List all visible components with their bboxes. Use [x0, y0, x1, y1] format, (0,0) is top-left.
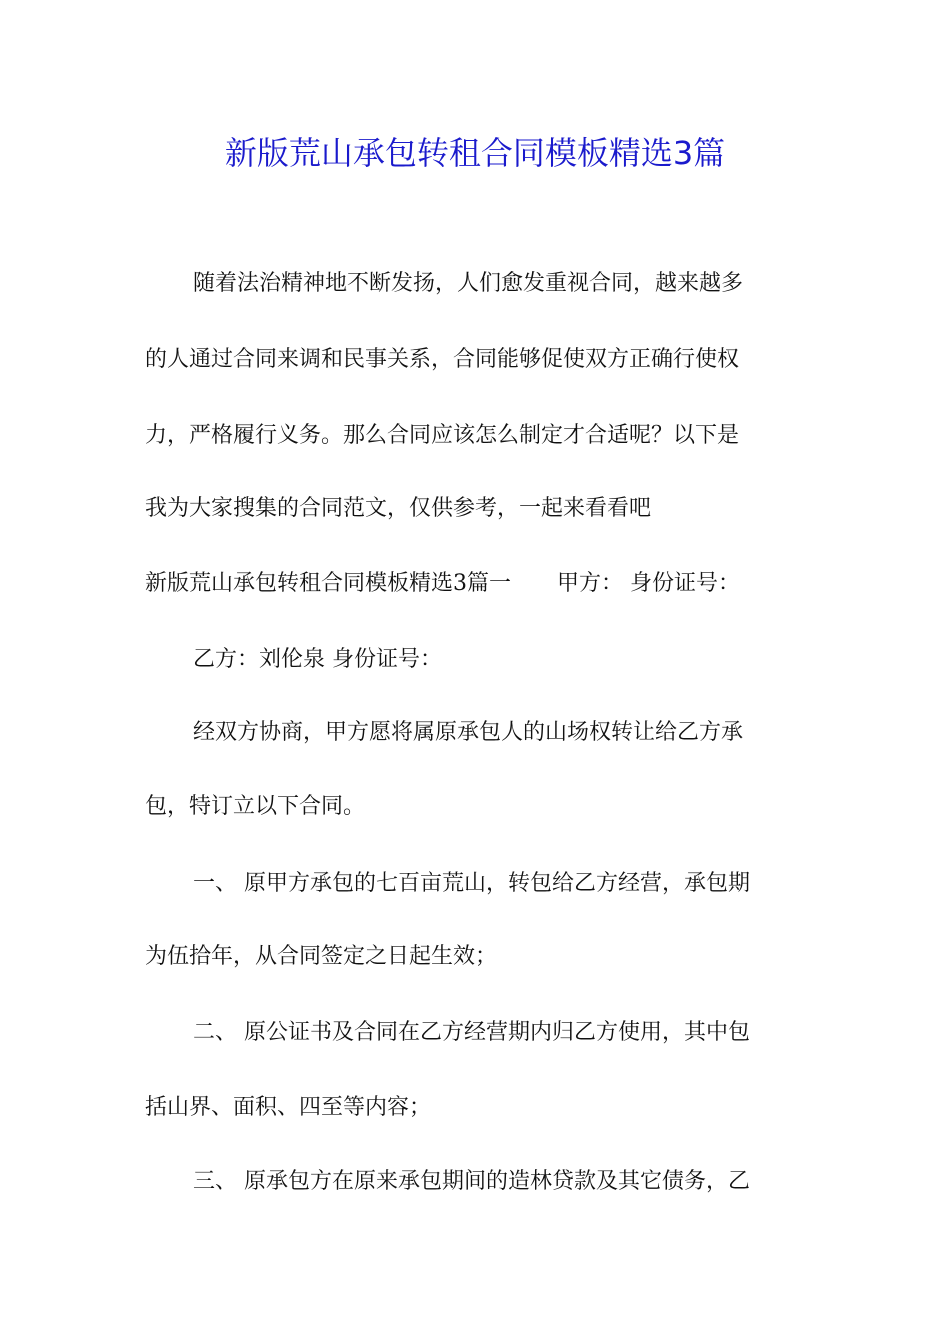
intro-line-4: 我为大家搜集的合同范文，仅供参考，一起来看看吧: [145, 496, 652, 521]
document-title: 新版荒山承包转租合同模板精选3篇: [224, 134, 726, 172]
party-a-line: 甲方： 身份证号：: [557, 571, 740, 596]
party-b-line: 乙方：刘伦泉 身份证号：: [193, 647, 442, 672]
clause-line-1: 经双方协商，甲方愿将属原承包人的山场权转让给乙方承: [193, 720, 744, 745]
intro-line-1: 随着法治精神地不断发扬，人们愈发重视合同，越来越多: [193, 271, 744, 296]
clause-line-5: 二、 原公证书及合同在乙方经营期内归乙方使用，其中包: [193, 1020, 750, 1045]
clause-line-2: 包，特订立以下合同。: [145, 794, 366, 819]
intro-line-3: 力，严格履行义务。那么合同应该怎么制定才合适呢？以下是: [145, 423, 740, 448]
section-heading: 新版荒山承包转租合同模板精选3篇一: [145, 571, 511, 596]
intro-line-2: 的人通过合同来调和民事关系，合同能够促使双方正确行使权: [145, 347, 740, 372]
clause-line-3: 一、 原甲方承包的七百亩荒山，转包给乙方经营，承包期: [193, 871, 750, 896]
section-heading-line: [145, 566, 810, 602]
clause-line-4: 为伍拾年，从合同签定之日起生效；: [145, 944, 498, 969]
clause-line-6: 括山界、面积、四至等内容；: [145, 1095, 432, 1120]
clause-line-7: 三、 原承包方在原来承包期间的造林贷款及其它债务，乙: [193, 1169, 750, 1194]
